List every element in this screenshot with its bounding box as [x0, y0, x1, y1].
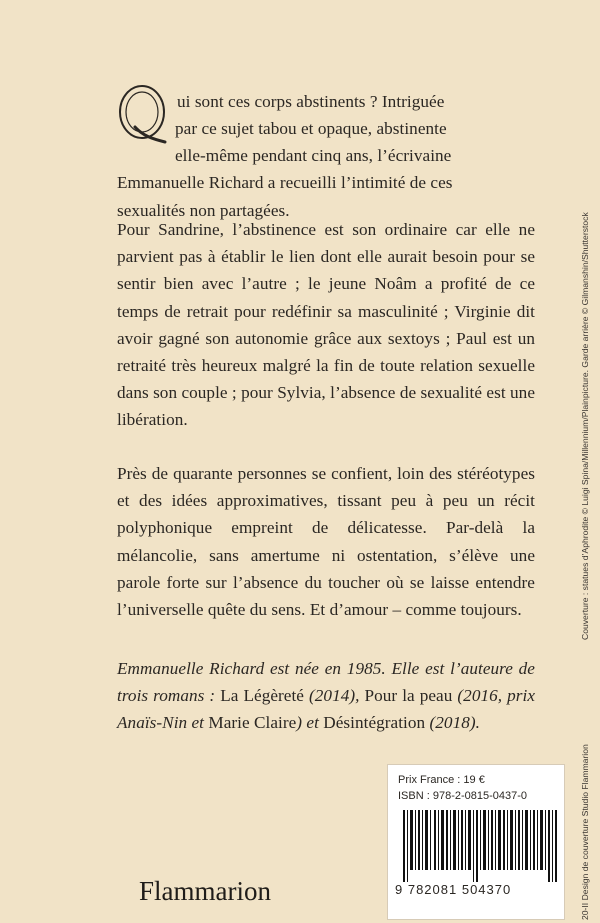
intro-line-4: Emmanuelle Richard a recueilli l’intimité de ces [117, 173, 453, 193]
design-credit: 20-II Design de couverture Studio Flammarion [580, 744, 590, 920]
publisher-name: Flammarion [139, 876, 271, 906]
price-label: Prix France : 19 € [398, 774, 485, 786]
intro-line-5: sexualités non partagées. [117, 200, 290, 220]
barcode-image [403, 810, 557, 882]
intro-line-3: elle-même pendant cinq ans, l’écrivaine [175, 146, 452, 166]
cover-credit: Couverture : statues d’Aphrodite © Luigi Spina/Millennium/Plainpicture. Garde arrière © Gilmanshin/Shutterstock [580, 212, 590, 640]
intro-first-line: ui sont ces corps abstinents ? Intriguée [177, 92, 445, 111]
barcode-number: 9 782081 504370 [395, 882, 512, 897]
paragraph-3: Près de quarante personnes se confient, loin des stéréotypes et des idées approximatives, tissant peu à peu un récit polyphonique empreint de délicatesse. Par-delà la mélancolie, sans amertume ni ostentation, s’élève une parole forte sur l’absence du toucher où se laisse entendre l’universelle quête du sens. Et d’amour – comme toujours. [117, 464, 535, 620]
barcode-box [387, 764, 565, 920]
title-la-legerete: La Légèreté [220, 686, 304, 706]
intro-line-2: par ce sujet tabou et opaque, abstinente [175, 119, 447, 138]
title-marie-claire: Marie Claire [208, 713, 297, 733]
author-bio: Emmanuelle Richard est née en 1985. Elle est l’auteure de trois romans : La Légèreté (2014), Pour la peau (2016, prix Anaïs-Nin et Marie Claire) et Désintégration (2018). [117, 659, 536, 733]
paragraph-2: Pour Sandrine, l’abstinence est son ordinaire car elle ne parvient pas à établir le lien dont elle aurait besoin pour se sentir bien avec l’autre ; le jeune Noâm a profité de ce temps de retrait pour redéfinir sa masculinité ; Virginie dit avoir gagné son autonomie grâce aux sextoys ; Paul est un retraité très heureux malgré la fin de toute relation sexuelle dans son couple ; pour Sylvia, l’absence de sexualité est une libération. [117, 220, 535, 430]
side-credits [575, 120, 595, 920]
title-desintegration: Désintégration [323, 713, 426, 733]
isbn-label: ISBN : 978-2-0815-0437-0 [398, 790, 528, 802]
title-pour-la-peau: Pour la peau [364, 686, 453, 706]
intro-paragraph [117, 115, 535, 224]
